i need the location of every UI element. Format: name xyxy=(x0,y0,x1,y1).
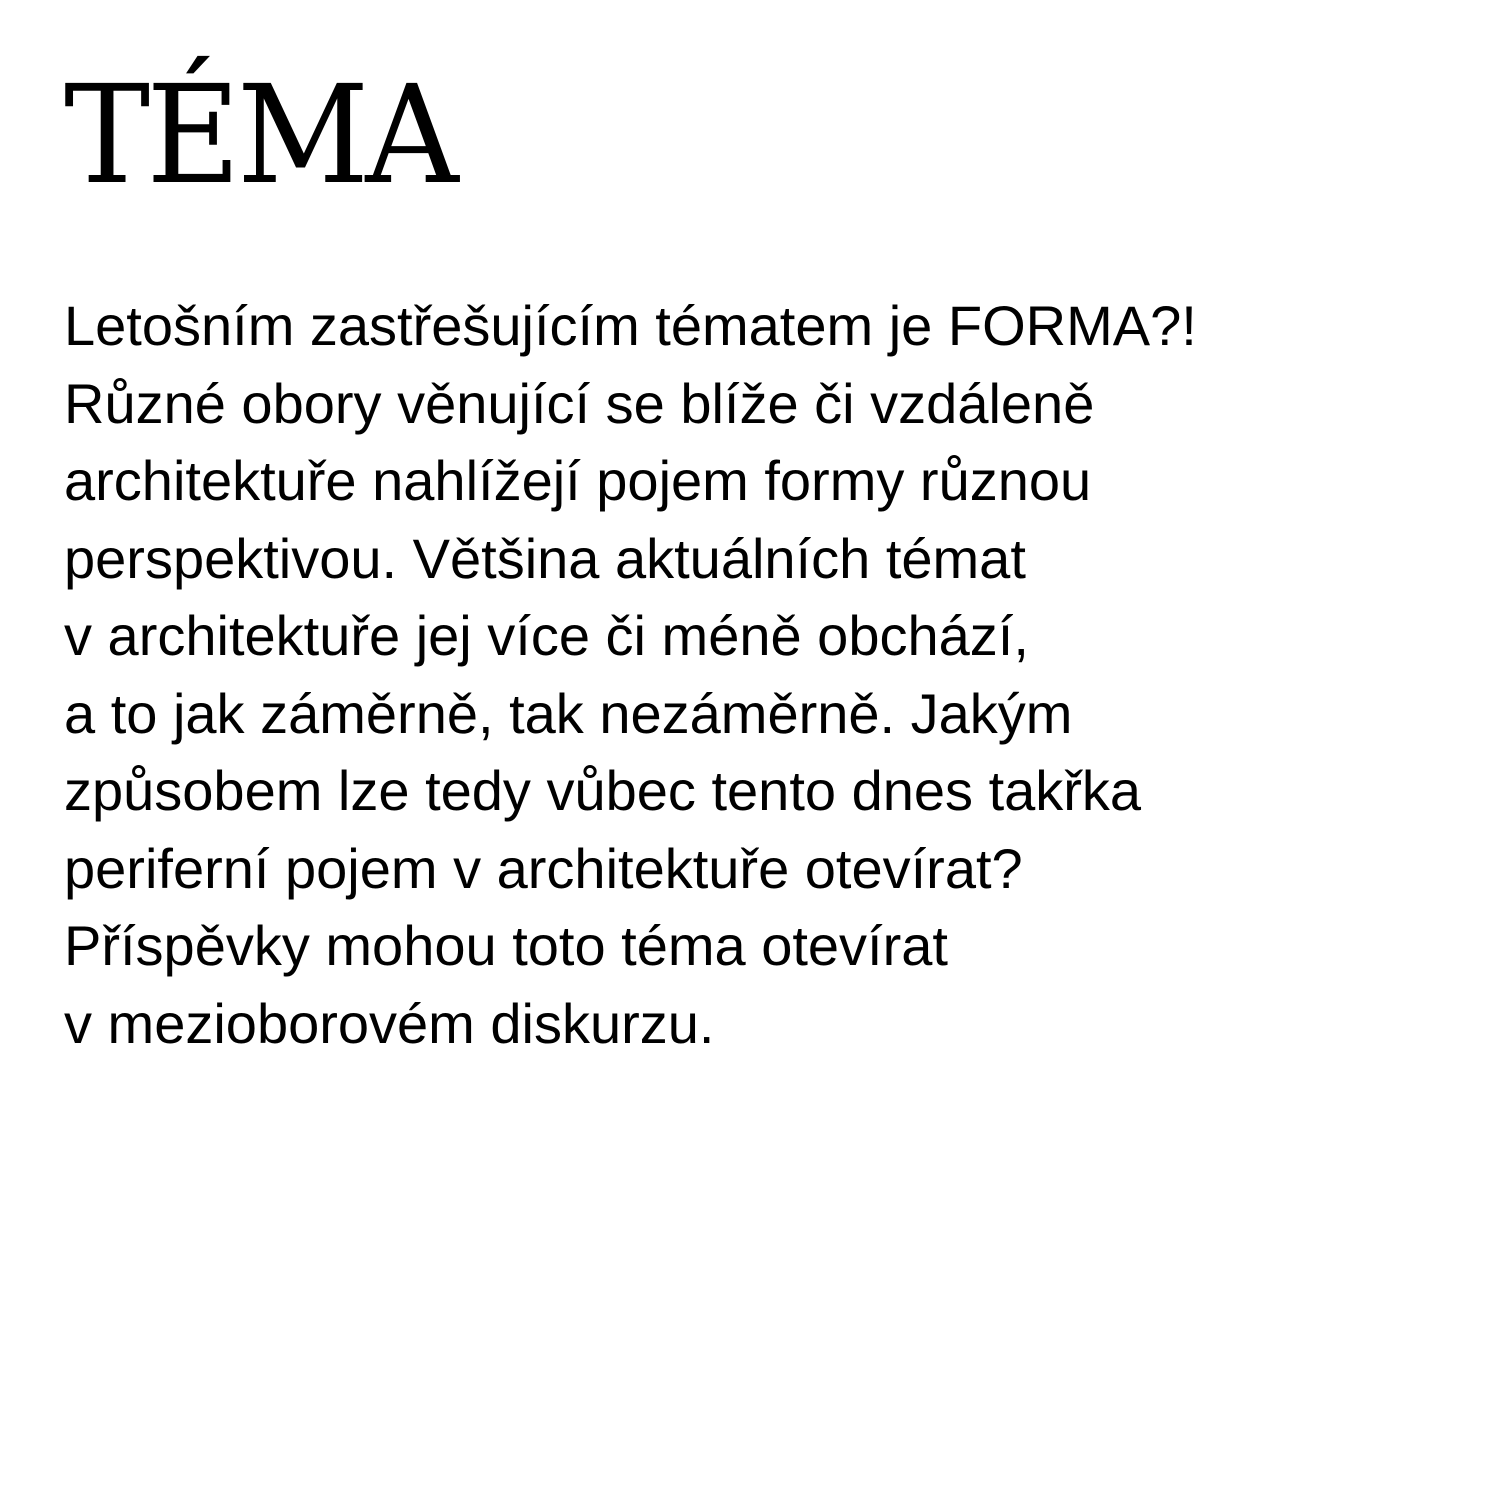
text-line: v architektuře jej více či méně obchází, xyxy=(64,604,1029,667)
text-line: Letošním zastřešujícím tématem je FORMA?! xyxy=(64,294,1197,357)
text-line: v mezioborovém diskurzu. xyxy=(64,991,715,1055)
text-line: periferní pojem v architektuře otevírat? xyxy=(64,836,1023,900)
page-title: TÉMA xyxy=(64,57,455,215)
text-line: Různé obory věnující se blíže či vzdáleně xyxy=(64,371,1095,435)
text-line: a to jak záměrně, tak nezáměrně. Jakým xyxy=(64,681,1073,745)
text-line: architektuře nahlížejí pojem formy různou xyxy=(64,449,1092,512)
text-line: perspektivou. Většina aktuálních témat xyxy=(64,526,1026,590)
text-line: způsobem lze tedy vůbec tento dnes takřka xyxy=(64,759,1142,822)
text-line: Příspěvky mohou toto téma otevírat xyxy=(64,914,948,977)
body-paragraph xyxy=(64,287,1444,1062)
